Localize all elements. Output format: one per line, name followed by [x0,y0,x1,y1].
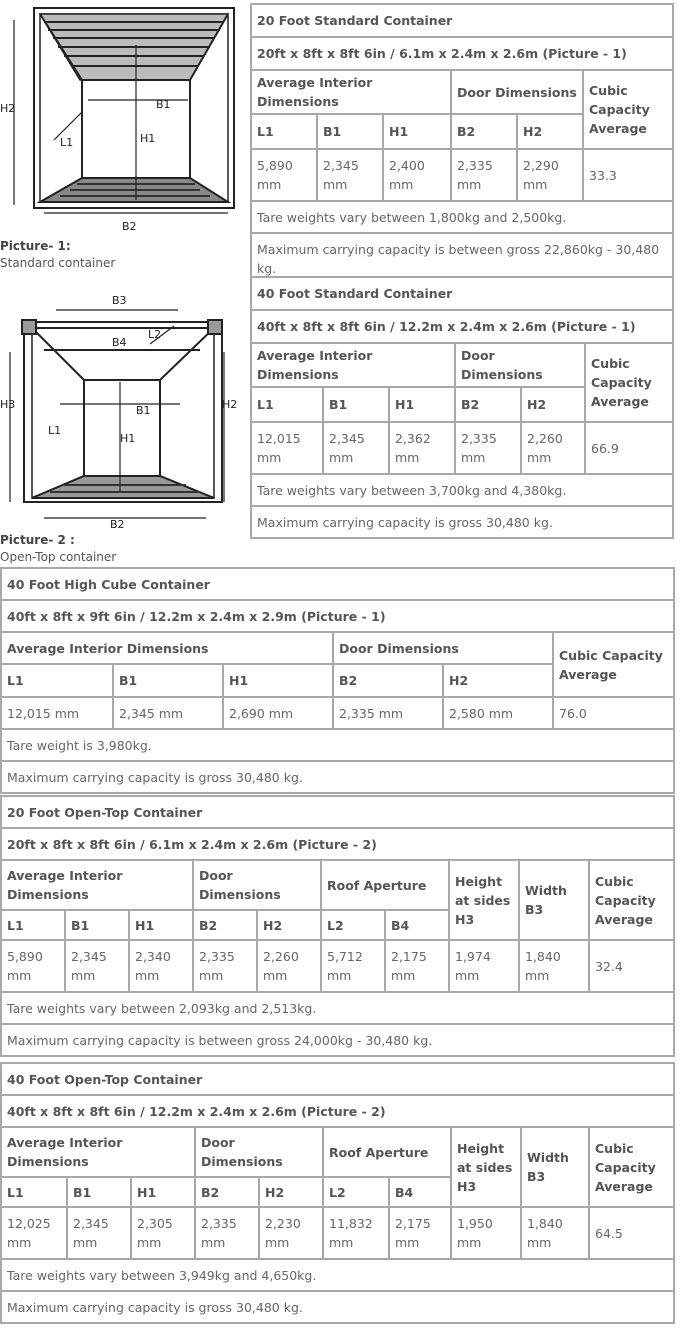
value-cell: 11,832 mm [323,1207,389,1259]
value-cell: 2,230 mm [259,1207,323,1259]
door-dimensions-header: Door Dimensions [451,70,583,114]
diagram2-label-h3: H3 [0,398,16,411]
average-interior-header: Average Interior Dimensions [1,860,193,910]
col-header: B1 [323,387,389,422]
value-cell: 2,335 mm [455,422,521,474]
cubic-capacity-value: 32.4 [589,940,674,992]
value-cell: 2,580 mm [443,697,553,729]
diagram2-label-l1: L1 [48,424,62,437]
cubic-capacity-value: 76.0 [553,697,674,729]
col-header: L1 [1,1177,67,1207]
value-cell: 2,260 mm [257,940,321,992]
height-at-sides-header: Height at sides H3 [449,860,519,940]
col-header: H1 [131,1177,195,1207]
value-cell: 12,015 mm [1,697,113,729]
col-header: H2 [521,387,585,422]
cubic-capacity-header: Cubic Capacity Average [583,70,673,149]
picture2-subtitle: Open-Top container [0,550,117,564]
value-cell: 2,335 mm [333,697,443,729]
tare-weight-note: Tare weights vary between 3,949kg and 4,650kg. [1,1259,674,1291]
col-header: L1 [251,114,317,149]
max-capacity-note: Maximum carrying capacity is between gross 22,860kg - 30,480 kg. [251,233,673,285]
col-header: H1 [223,664,333,697]
col-header: B2 [451,114,517,149]
col-header: B1 [65,910,129,940]
tare-weight-note: Tare weight is 3,980kg. [1,729,674,761]
max-capacity-note: Maximum carrying capacity is gross 30,480 kg. [1,1291,674,1323]
table-title: 40 Foot Open-Top Container [1,1063,674,1095]
spec-table-20ft-standard [250,3,674,286]
col-header: B4 [389,1177,451,1207]
value-cell: 2,290 mm [517,149,583,201]
col-header: H1 [383,114,451,149]
col-header: L1 [1,910,65,940]
col-header: B1 [67,1177,131,1207]
height-at-sides-header: Height at sides H3 [451,1127,521,1207]
table-dimensions: 20ft x 8ft x 8ft 6in / 6.1m x 2.4m x 2.6m (Picture - 2) [1,828,674,860]
table-dimensions: 20ft x 8ft x 8ft 6in / 6.1m x 2.4m x 2.6m (Picture - 1) [251,37,673,70]
table-dimensions: 40ft x 8ft x 8ft 6in / 12.2m x 2.4m x 2.6m (Picture - 2) [1,1095,674,1127]
diagram2-label-b2: B2 [110,518,125,531]
table-dimensions: 40ft x 8ft x 9ft 6in / 12.2m x 2.4m x 2.9m (Picture - 1) [1,600,674,632]
average-interior-header: Average Interior Dimensions [251,343,455,387]
max-capacity-note: Maximum carrying capacity is between gross 24,000kg - 30,480 kg. [1,1024,674,1056]
value-cell: 2,690 mm [223,697,333,729]
tare-weight-note: Tare weights vary between 2,093kg and 2,513kg. [1,992,674,1024]
cubic-capacity-value: 33.3 [583,149,673,201]
col-header: B4 [385,910,449,940]
cubic-capacity-value: 64.5 [589,1207,674,1259]
value-cell: 2,345 mm [323,422,389,474]
value-cell: 2,175 mm [389,1207,451,1259]
value-cell: 2,400 mm [383,149,451,201]
col-header: H2 [517,114,583,149]
picture2-caption [0,532,116,566]
value-cell: 2,335 mm [193,940,257,992]
value-cell: 2,335 mm [195,1207,259,1259]
average-interior-header: Average Interior Dimensions [1,632,333,664]
cubic-capacity-header: Cubic Capacity Average [589,860,674,940]
col-header: L1 [1,664,113,697]
value-cell: 1,840 mm [521,1207,589,1259]
col-header: B2 [333,664,443,697]
value-cell: 1,974 mm [449,940,519,992]
value-cell: 2,340 mm [129,940,193,992]
table-title: 20 Foot Open-Top Container [1,796,674,828]
value-cell: 1,840 mm [519,940,589,992]
diagram2-label-h2: H2 [222,398,238,411]
value-cell: 5,890 mm [1,940,65,992]
spec-table-20ft-open-top [0,795,675,1057]
width-header: Width B3 [519,860,589,940]
cubic-capacity-header: Cubic Capacity Average [589,1127,674,1207]
col-header: B1 [317,114,383,149]
diagram1-label-h2: H2 [0,102,16,115]
roof-aperture-header: Roof Aperture [321,860,449,910]
cubic-capacity-value: 66.9 [585,422,673,474]
max-capacity-note: Maximum carrying capacity is gross 30,480 kg. [1,761,674,793]
value-cell: 2,345 mm [67,1207,131,1259]
table-title: 20 Foot Standard Container [251,4,673,37]
cubic-capacity-header: Cubic Capacity Average [585,343,673,422]
col-header: B2 [193,910,257,940]
col-header: B2 [195,1177,259,1207]
diagram2-label-h1: H1 [120,432,136,445]
diagram1-label-b2: B2 [122,220,137,233]
col-header: L2 [321,910,385,940]
table-title: 40 Foot Standard Container [251,277,673,310]
door-dimensions-header: Door Dimensions [333,632,553,664]
diagram1-label-h1: H1 [140,132,156,145]
value-cell: 2,335 mm [451,149,517,201]
spec-table-40ft-open-top [0,1062,675,1324]
picture1-title: Picture- 1: [0,239,71,253]
diagram2-label-l2: L2 [148,328,162,341]
value-cell: 5,890 mm [251,149,317,201]
diagram2-label-b3: B3 [112,294,127,307]
max-capacity-note: Maximum carrying capacity is gross 30,480 kg. [251,506,673,538]
col-header: B2 [455,387,521,422]
table-title: 40 Foot High Cube Container [1,568,674,600]
open-top-container-diagram [0,292,245,532]
col-header: B1 [113,664,223,697]
value-cell: 1,950 mm [451,1207,521,1259]
tare-weight-note: Tare weights vary between 1,800kg and 2,500kg. [251,201,673,233]
picture1-subtitle: Standard container [0,256,116,270]
door-dimensions-header: Door Dimensions [455,343,585,387]
col-header: H2 [257,910,321,940]
col-header: H1 [389,387,455,422]
value-cell: 12,025 mm [1,1207,67,1259]
diagram1-label-l1: L1 [60,136,74,149]
spec-table-40ft-high-cube [0,567,675,794]
col-header: H2 [443,664,553,697]
picture2-title: Picture- 2 : [0,533,75,547]
col-header: H1 [129,910,193,940]
value-cell: 2,345 mm [65,940,129,992]
value-cell: 2,175 mm [385,940,449,992]
diagram2-label-b1: B1 [136,404,151,417]
value-cell: 2,260 mm [521,422,585,474]
value-cell: 2,345 mm [113,697,223,729]
spec-table-40ft-standard [250,276,674,539]
picture1-caption [0,238,115,272]
table-dimensions: 40ft x 8ft x 8ft 6in / 12.2m x 2.4m x 2.6m (Picture - 1) [251,310,673,343]
value-cell: 2,305 mm [131,1207,195,1259]
value-cell: 2,345 mm [317,149,383,201]
door-dimensions-header: Door Dimensions [195,1127,323,1177]
diagram1-label-b1: B1 [156,98,171,111]
width-header: Width B3 [521,1127,589,1207]
diagram2-label-b4: B4 [112,336,127,349]
col-header: L1 [251,387,323,422]
value-cell: 12,015 mm [251,422,323,474]
average-interior-header: Average Interior Dimensions [1,1127,195,1177]
col-header: H2 [259,1177,323,1207]
col-header: L2 [323,1177,389,1207]
cubic-capacity-header: Cubic Capacity Average [553,632,674,697]
standard-container-diagram [0,0,245,240]
tare-weight-note: Tare weights vary between 3,700kg and 4,380kg. [251,474,673,506]
value-cell: 5,712 mm [321,940,385,992]
roof-aperture-header: Roof Aperture [323,1127,451,1177]
average-interior-header: Average Interior Dimensions [251,70,451,114]
value-cell: 2,362 mm [389,422,455,474]
door-dimensions-header: Door Dimensions [193,860,321,910]
